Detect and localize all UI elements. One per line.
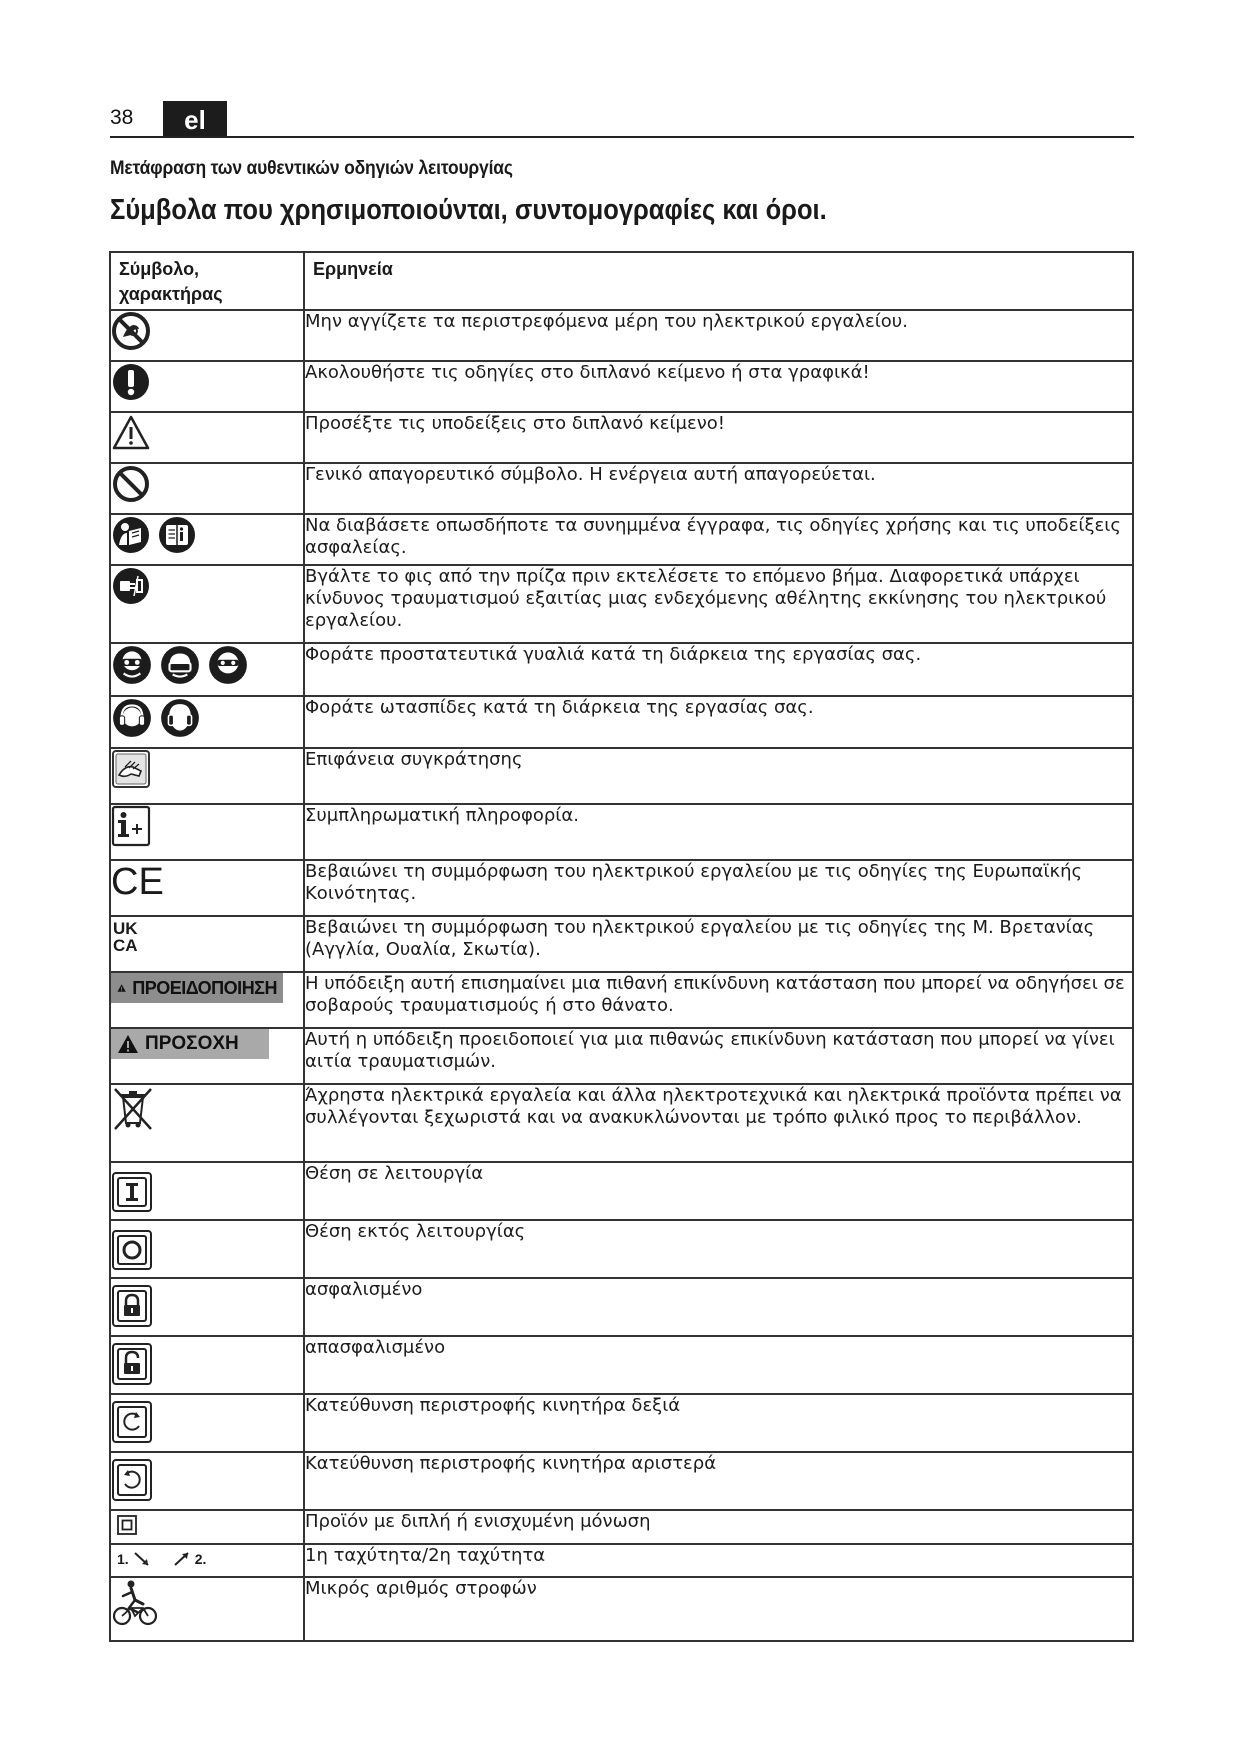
symbol-cell — [110, 696, 304, 748]
symbol-cell — [110, 463, 304, 514]
symbol-cell — [110, 860, 304, 916]
table-row — [110, 412, 1133, 463]
table-row — [110, 972, 1133, 1028]
warning-label-icon — [111, 973, 283, 1003]
symbols-table — [109, 251, 1134, 1642]
meaning-cell: Μην αγγίζετε τα περιστρεφόμενα μέρη του ηλεκτρικού εργαλείου. — [304, 310, 1133, 361]
meaning-cell: Βγάλτε το φις από την πρίζα πριν εκτελέσετε το επόμενο βήμα. Διαφορετικά υπάρχει κίνδυνος τραυματισμού εξαιτίας μιας ενδεχόμενης αθέλητης εκκίνησης του ηλεκτρικού εργαλείου. — [304, 565, 1133, 643]
table-row — [110, 463, 1133, 514]
table-row — [110, 1510, 1133, 1544]
symbol-cell — [110, 1336, 304, 1394]
meaning-cell: Η υπόδειξη αυτή επισημαίνει μια πιθανή επικίνδυνη κατάσταση που μπορεί να οδηγήσει σε σοβαρούς τραυματισμούς ή στο θάνατο. — [304, 972, 1133, 1028]
symbol-cell — [110, 748, 304, 804]
table-row — [110, 1394, 1133, 1452]
meaning-cell: ασφαλισμένο — [304, 1278, 1133, 1336]
symbol-cell — [110, 972, 304, 1028]
meaning-cell: 1η ταχύτητα/2η ταχύτητα — [304, 1544, 1133, 1577]
table-row — [110, 1577, 1133, 1641]
meaning-cell: Να διαβάσετε οπωσδήποτε τα συνημμένα έγγραφα, τις οδηγίες χρήσης και τις υποδείξεις ασφαλείας. — [304, 514, 1133, 565]
document-subtitle: Μετάφραση των αυθεντικών οδηγιών λειτουργίας — [110, 158, 513, 179]
caution-label-icon — [111, 1029, 269, 1059]
grip-surface-icon — [111, 749, 151, 789]
meaning-cell: Φοράτε ωτασπίδες κατά τη διάρκεια της εργασίας σας. — [304, 696, 1133, 748]
prohibition-icon — [111, 464, 151, 504]
symbol-cell — [110, 1544, 304, 1577]
table-row — [110, 514, 1133, 565]
face-shield-icon — [159, 644, 201, 686]
exclamation-icon — [111, 362, 151, 402]
no-touch-rotating-icon — [111, 311, 151, 351]
table-row — [110, 361, 1133, 412]
ukca-mark-icon: UK CA — [113, 919, 138, 955]
warning-triangle-icon — [111, 413, 151, 453]
gear-speed-1: 1. — [117, 1551, 129, 1567]
table-row — [110, 916, 1133, 972]
meaning-cell: Θέση σε λειτουργία — [304, 1162, 1133, 1220]
rotation-right-icon — [111, 1400, 153, 1444]
table-row — [110, 696, 1133, 748]
meaning-cell: Κατεύθυνση περιστροφής κινητήρα δεξιά — [304, 1394, 1133, 1452]
page-title: Σύμβολα που χρησιμοποιούνται, συντομογραφίες και όροι. — [110, 194, 827, 226]
symbol-cell — [110, 643, 304, 696]
symbol-cell — [110, 310, 304, 361]
header-meaning: Ερμηνεία — [304, 252, 1133, 310]
meaning-cell: απασφαλισμένο — [304, 1336, 1133, 1394]
meaning-cell: Επιφάνεια συγκράτησης — [304, 748, 1133, 804]
warning-label-text: ΠΡΟΕΙΔΟΠΟΙΗΣΗ — [132, 977, 277, 998]
speed-1-arrow-icon — [133, 1551, 151, 1567]
rotation-left-icon — [111, 1458, 153, 1502]
symbol-cell — [110, 1577, 304, 1641]
lock-closed-icon — [111, 1284, 153, 1328]
goggles-icon — [111, 644, 153, 686]
caution-triangle-small-icon — [117, 1034, 139, 1054]
table-header-row — [110, 252, 1133, 310]
double-insulation-icon — [117, 1515, 137, 1535]
speed-2-arrow-icon — [173, 1551, 191, 1567]
symbol-cell — [110, 916, 304, 972]
table-row — [110, 748, 1133, 804]
symbol-cell — [110, 1220, 304, 1278]
meaning-cell: Συμπληρωματική πληροφορία. — [304, 804, 1133, 860]
meaning-cell: Άχρηστα ηλεκτρικά εργαλεία και άλλα ηλεκτροτεχνικά και ηλεκτρικά προϊόντα πρέπει να συλλέγονται ξεχωριστά και να ανακυκλώνονται με τρόπο φιλικό προς το περιβάλλον. — [304, 1084, 1133, 1162]
symbol-cell — [110, 804, 304, 860]
gear-speed-icon — [117, 1549, 297, 1569]
caution-label-text: ΠΡΟΣΟΧΗ — [145, 1033, 239, 1054]
header-symbol: Σύμβολο, χαρακτήρας — [110, 252, 304, 310]
symbol-cell — [110, 1510, 304, 1544]
meaning-cell: Κατεύθυνση περιστροφής κινητήρα αριστερά — [304, 1452, 1133, 1510]
symbol-cell — [110, 1028, 304, 1084]
table-row — [110, 804, 1133, 860]
symbol-cell — [110, 1452, 304, 1510]
info-booklet-icon — [157, 515, 197, 555]
meaning-cell: Ακολουθήστε τις οδηγίες στο διπλανό κείμενο ή στα γραφικά! — [304, 361, 1133, 412]
table-row — [110, 1028, 1133, 1084]
warning-triangle-small-icon — [117, 978, 126, 998]
table-row — [110, 1336, 1133, 1394]
table-row — [110, 1220, 1133, 1278]
ce-mark-icon: CE — [111, 861, 164, 903]
info-plus-icon — [111, 805, 151, 847]
table-row — [110, 860, 1133, 916]
table-row — [110, 1278, 1133, 1336]
meaning-cell: Βεβαιώνει τη συμμόρφωση του ηλεκτρικού εργαλείου με τις οδηγίες της Ευρωπαϊκής Κοινότητας. — [304, 860, 1133, 916]
table-row — [110, 1162, 1133, 1220]
unplug-icon — [111, 566, 151, 606]
page-number: 38 — [110, 106, 134, 129]
meaning-cell: Βεβαιώνει τη συμμόρφωση του ηλεκτρικού εργαλείου με τις οδηγίες της Μ. Βρετανίας (Αγγλία, Ουαλία, Σκωτία). — [304, 916, 1133, 972]
table-row — [110, 565, 1133, 643]
table-row — [110, 310, 1133, 361]
switch-off-icon — [111, 1229, 153, 1271]
meaning-cell: Θέση εκτός λειτουργίας — [304, 1220, 1133, 1278]
ear-protection-icon — [159, 697, 201, 739]
lock-open-icon — [111, 1342, 153, 1386]
weee-bin-icon — [111, 1085, 155, 1131]
symbol-cell — [110, 1394, 304, 1452]
symbol-cell — [110, 361, 304, 412]
meaning-cell: Φοράτε προστατευτικά γυαλιά κατά τη διάρκεια της εργασίας σας. — [304, 643, 1133, 696]
read-manual-icon — [111, 515, 151, 555]
symbol-cell — [110, 1084, 304, 1162]
symbol-cell — [110, 1162, 304, 1220]
table-row — [110, 1084, 1133, 1162]
table-row — [110, 1452, 1133, 1510]
symbol-cell — [110, 1278, 304, 1336]
symbol-cell — [110, 514, 304, 565]
low-speed-bicycle-icon — [111, 1578, 159, 1628]
table-row — [110, 643, 1133, 696]
ear-muffs-icon — [111, 697, 153, 739]
language-badge: el — [163, 101, 227, 137]
header-divider — [110, 136, 1134, 138]
meaning-cell: Αυτή η υπόδειξη προειδοποιεί για μια πιθανώς επικίνδυνη κατάσταση που μπορεί να γίνει αιτία τραυματισμών. — [304, 1028, 1133, 1084]
table-row — [110, 1544, 1133, 1577]
gear-speed-2: 2. — [194, 1551, 207, 1567]
meaning-cell: Γενικό απαγορευτικό σύμβολο. Η ενέργεια αυτή απαγορεύεται. — [304, 463, 1133, 514]
safety-glasses-icon — [207, 644, 249, 686]
meaning-cell: Προϊόν με διπλή ή ενισχυμένη μόνωση — [304, 1510, 1133, 1544]
symbol-cell — [110, 412, 304, 463]
symbol-cell — [110, 565, 304, 643]
switch-on-icon — [111, 1171, 153, 1213]
meaning-cell: Προσέξτε τις υποδείξεις στο διπλανό κείμενο! — [304, 412, 1133, 463]
meaning-cell: Μικρός αριθμός στροφών — [304, 1577, 1133, 1641]
